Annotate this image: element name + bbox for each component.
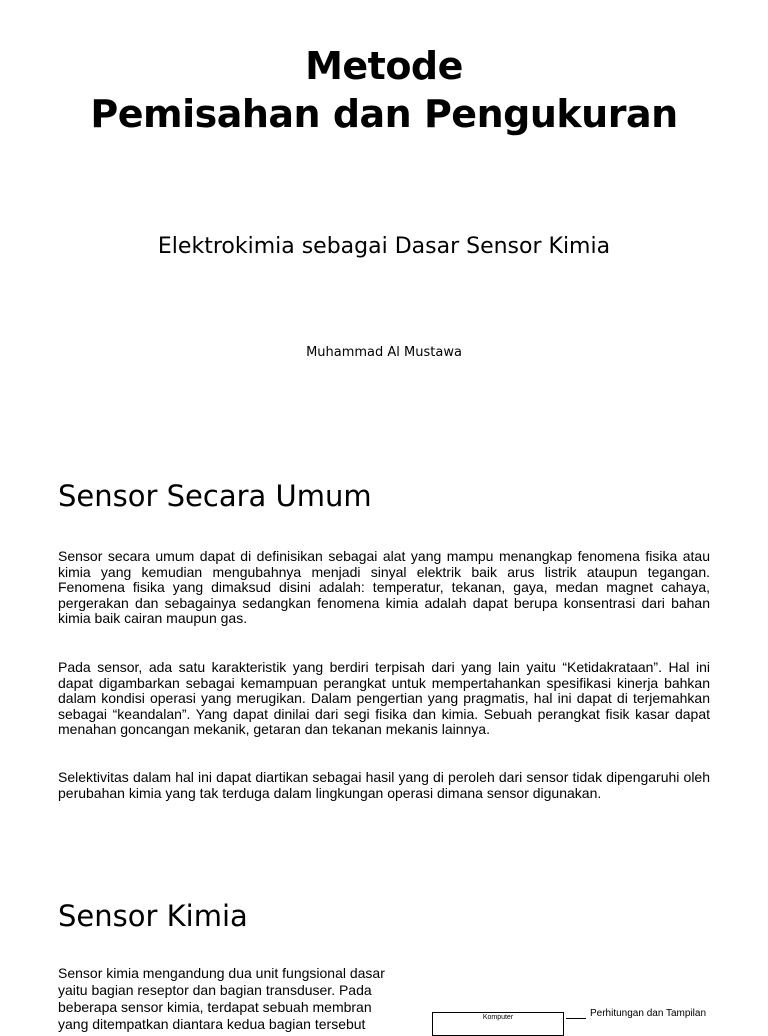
diagram-computer-box (432, 1012, 564, 1036)
paragraph-ketidakrataan: Pada sensor, ada satu karakteristik yang berdiri terpisah dari yang lain yaitu “Ketidakrataan”. Hal ini dapat digambarkan sebagai kemampuan perangkat untuk mempertahankan spesifikasi kinerja bahkan dalam kondisi operasi yang merugikan. Dalam pengertian yang pragmatis, hal ini dapat di terjemahkan sebagai “keandalan”. Yang dapat dinilai dari segi fisika dan kimia. Sebuah perangkat fisik kasar dapat menahan goncangan mekanik, getaran dan tekanan mekanis lainnya. (58, 659, 710, 737)
document-title (0, 42, 768, 138)
paragraph-sensor-definition: Sensor secara umum dapat di definisikan sebagai alat yang mampu menangkap fenomena fisika atau kimia yang kemudian mengubahnya menjadi sinyal elektrik baik arus listrik ataupun tegangan. Fenomena fisika yang dimaksud disini adalah: temperatur, tekanan, gaya, medan magnet cahaya, pergerakan dan sebagainya sedangkan fenomena kimia adalah dapat berupa konsentrasi dari bahan kimia baik cairan maupun gas. (58, 548, 710, 626)
document-subtitle: Elektrokimia sebagai Dasar Sensor Kimia (157, 234, 611, 259)
section-heading-sensor-kimia: Sensor Kimia (58, 899, 248, 933)
diagram-side-label: Perhitungan dan Tampilan (590, 1008, 707, 1019)
title-line-1: Metode (305, 44, 463, 88)
diagram-arrow (566, 1018, 586, 1019)
diagram-computer-label: Komputer (482, 1014, 514, 1021)
paragraph-selektivitas: Selektivitas dalam hal ini dapat diartikan sebagai hasil yang di peroleh dari sensor tidak dipengaruhi oleh perubahan kimia yang tak terduga dalam lingkungan operasi dimana sensor digunakan. (58, 769, 710, 801)
author-name: Muhammad Al Mustawa (306, 345, 462, 360)
title-line-2: Pemisahan dan Pengukuran (90, 92, 678, 136)
paragraph-sensor-kimia: Sensor kimia mengandung dua unit fungsional dasar yaitu bagian reseptor dan bagian transduser. Pada beberapa sensor kimia, terdapat sebuah membran yang ditempatkan diantara kedua bagian tersebut (58, 965, 385, 1032)
section-heading-sensor-umum: Sensor Secara Umum (58, 479, 372, 513)
